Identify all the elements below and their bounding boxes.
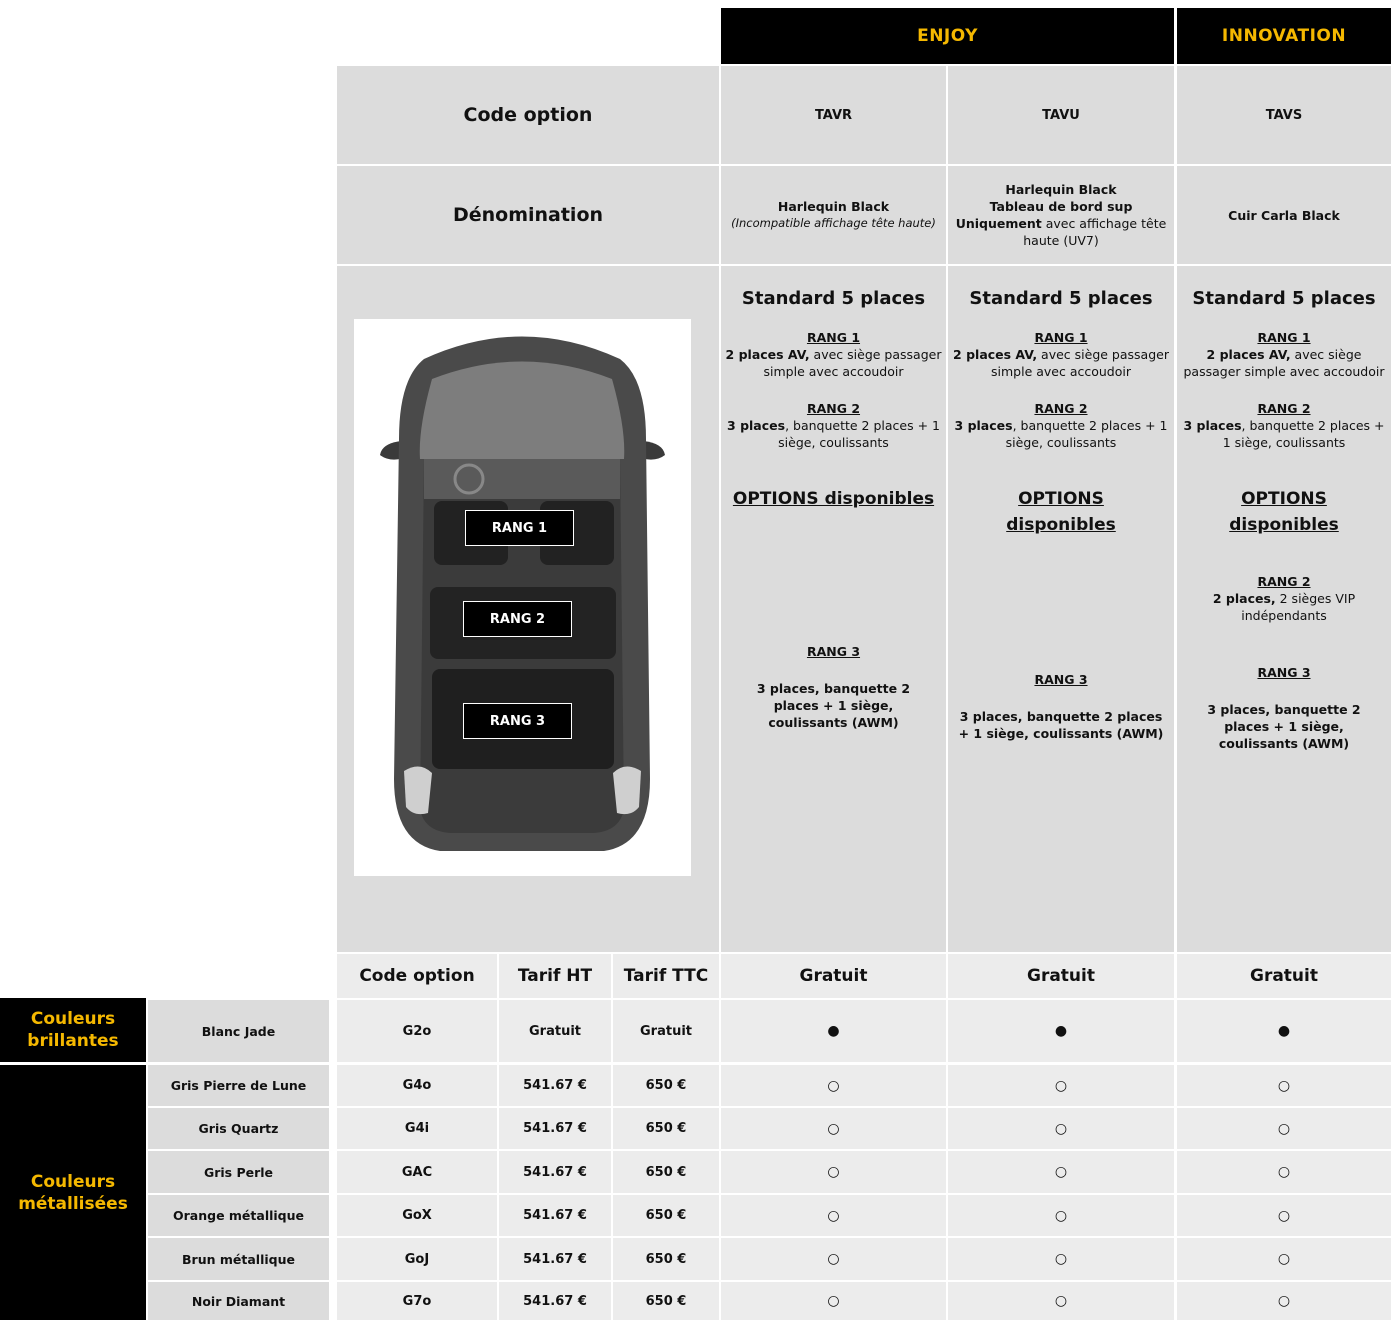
rang1-bold-tavu: 2 places AV, [953, 347, 1038, 362]
mark-cell-tavs [1177, 1108, 1391, 1149]
mark-cell-tavu [948, 1000, 1174, 1062]
rang3-title-tavs: RANG 3 [1257, 665, 1311, 680]
color-code: G4i [404, 1121, 430, 1136]
standard-mark: ● [827, 1023, 840, 1039]
header-tarif-ttc [613, 954, 719, 998]
color-ht-cell [499, 1151, 611, 1193]
color-ht: Gratuit [529, 1023, 581, 1039]
color-code-cell [337, 1195, 497, 1236]
color-code-cell [337, 1238, 497, 1280]
rang2-text-tavs: , banquette 2 places + 1 siège, coulissants [1222, 418, 1385, 450]
color-code-cell [337, 1108, 497, 1149]
denomination-tavu-bold: Uniquement [955, 216, 1042, 231]
price-tavr: Gratuit [799, 966, 868, 986]
header-code-option-label: Code option [359, 966, 475, 986]
group-metallisees-label: Couleurs métallisées [18, 1171, 128, 1214]
color-code: G2o [402, 1023, 432, 1039]
color-name-cell [148, 1151, 329, 1193]
denomination-tavu-line3 [954, 215, 1168, 249]
color-code-cell [337, 1000, 497, 1062]
options-title-tavr: OPTIONS disponibles [732, 489, 935, 509]
color-ttc-cell [613, 1108, 719, 1149]
image-label-rang-2: RANG 2 [463, 601, 572, 637]
mark-cell-tavu [948, 1108, 1174, 1149]
color-ttc: 650 € [645, 1251, 687, 1267]
color-ttc: Gratuit [640, 1023, 692, 1039]
color-ttc-cell [613, 1000, 719, 1062]
mark-cell-tavr [721, 1000, 946, 1062]
rang2-bold-tavu: 3 places [954, 418, 1013, 433]
option-mark: ○ [1277, 1293, 1291, 1309]
standard-mark: ● [1277, 1023, 1291, 1039]
denomination-tavs-name: Cuir Carla Black [1228, 207, 1340, 223]
rang2-text-tavr: , banquette 2 places + 1 siège, coulissants [778, 418, 940, 450]
opt-rang2-title-tavs: RANG 2 [1257, 574, 1311, 589]
color-ttc: 650 € [645, 1293, 687, 1309]
color-name: Orange métallique [173, 1208, 304, 1223]
header-price-tavs [1177, 954, 1391, 998]
trim-header-enjoy [721, 8, 1174, 64]
option-mark: ○ [1277, 1120, 1291, 1137]
rang2-bold-tavs: 3 places [1183, 418, 1242, 433]
color-ht-cell [499, 1282, 611, 1320]
mark-cell-tavs [1177, 1000, 1391, 1062]
rang1-text-tavs: avec siège passager simple avec accoudoir [1183, 347, 1385, 379]
denomination-cell-tavu [948, 166, 1174, 264]
color-ht: 541.67 € [523, 1251, 587, 1267]
options-title-tavs-1: OPTIONS [1241, 489, 1327, 509]
header-tarif-ttc-label: Tarif TTC [623, 966, 709, 986]
color-code-cell [337, 1151, 497, 1193]
header-tarif-ht-label: Tarif HT [517, 966, 593, 986]
code-cell-tavs [1177, 66, 1391, 164]
option-mark: ○ [1054, 1207, 1068, 1224]
denomination-cell-tavr [721, 166, 946, 264]
color-ttc-cell [613, 1282, 719, 1320]
color-name-cell [148, 1238, 329, 1280]
color-name: Gris Quartz [198, 1121, 279, 1136]
rang1-title-tavu: RANG 1 [1034, 330, 1088, 345]
mark-cell-tavs [1177, 1282, 1391, 1320]
color-code-cell [337, 1065, 497, 1106]
color-name: Noir Diamant [191, 1293, 286, 1309]
color-ht-cell [499, 1108, 611, 1149]
code-tavs: TAVS [1265, 107, 1303, 123]
color-ttc: 650 € [645, 1078, 687, 1093]
option-mark: ○ [827, 1251, 840, 1267]
rang2-title-tavr: RANG 2 [806, 401, 861, 416]
mark-cell-tavs [1177, 1151, 1391, 1193]
denomination-tavu-text: avec affichage tête haute (UV7) [1023, 216, 1167, 248]
trim-name-innovation: INNOVATION [1221, 26, 1347, 46]
rang2-desc-tavu [948, 417, 1174, 451]
option-mark: ○ [1054, 1077, 1068, 1094]
option-mark: ○ [827, 1164, 840, 1180]
denomination-label-cell [337, 166, 719, 264]
color-name: Blanc Jade [201, 1023, 276, 1039]
group-brillantes [0, 998, 146, 1062]
code-cell-tavu [948, 66, 1174, 164]
option-mark: ○ [827, 1120, 840, 1137]
color-ht: 541.67 € [523, 1293, 587, 1309]
rang1-bold-tavs: 2 places AV, [1206, 347, 1291, 362]
color-name-cell [148, 1195, 329, 1236]
color-ttc-cell [613, 1195, 719, 1236]
rang1-text-tavu: avec siège passager simple avec accoudoir [991, 347, 1169, 379]
denomination-tavr-note: (Incompatible affichage tête haute) [731, 216, 936, 230]
code-option-label-cell [337, 66, 719, 164]
rang2-title-tavs: RANG 2 [1257, 401, 1311, 416]
mark-cell-tavr [721, 1065, 946, 1106]
rang3-desc-tavr: 3 places, banquette 2 places + 1 siège, coulissants (AWM) [756, 681, 911, 730]
color-name-cell [148, 1065, 329, 1106]
color-ht-cell [499, 1000, 611, 1062]
mark-cell-tavr [721, 1151, 946, 1193]
rang1-title-tavr: RANG 1 [806, 330, 861, 345]
trim-name-enjoy: ENJOY [917, 26, 978, 46]
layout-title-tavr: Standard 5 places [741, 288, 926, 309]
price-tavs: Gratuit [1250, 966, 1318, 986]
color-name-cell [148, 1108, 329, 1149]
price-tavu: Gratuit [1027, 966, 1095, 986]
color-ht-cell [499, 1238, 611, 1280]
vehicle-topview-svg [354, 319, 691, 876]
color-ttc: 650 € [645, 1208, 687, 1223]
option-mark: ○ [1054, 1251, 1068, 1267]
seating-image-cell [337, 266, 719, 952]
image-label-rang-3: RANG 3 [463, 703, 572, 739]
header-tarif-ht [499, 954, 611, 998]
color-ht-cell [499, 1065, 611, 1106]
rang2-desc-tavs [1177, 417, 1391, 451]
rang1-desc-tavu [948, 346, 1174, 380]
layout-title-tavu: Standard 5 places [969, 288, 1153, 309]
rang3-desc-tavu: 3 places, banquette 2 places + 1 siège, coulissants (AWM) [958, 709, 1164, 741]
mark-cell-tavu [948, 1065, 1174, 1106]
color-ttc-cell [613, 1151, 719, 1193]
color-ht-cell [499, 1195, 611, 1236]
rang2-desc-tavr [721, 417, 946, 451]
mark-cell-tavr [721, 1282, 946, 1320]
opt-rang2-desc-tavs [1177, 590, 1391, 624]
rang3-title-tavr: RANG 3 [806, 644, 861, 659]
color-code-cell [337, 1282, 497, 1320]
option-mark: ○ [1277, 1077, 1291, 1094]
option-mark: ○ [1277, 1251, 1291, 1267]
opt-rang2-bold-tavs: 2 places, [1212, 591, 1276, 606]
option-mark: ○ [827, 1207, 840, 1224]
rang2-title-tavu: RANG 2 [1034, 401, 1088, 416]
rang2-bold-tavr: 3 places [727, 418, 786, 433]
rang3-desc-tavs: 3 places, banquette 2 places + 1 siège, coulissants (AWM) [1207, 702, 1361, 751]
color-code: G7o [402, 1293, 432, 1309]
option-mark: ○ [1054, 1120, 1068, 1137]
color-name-cell [148, 1282, 329, 1320]
color-name: Brun métallique [182, 1251, 295, 1267]
options-title-tavs-2: disponibles [1229, 515, 1339, 535]
color-name: Gris Perle [203, 1164, 274, 1180]
mark-cell-tavr [721, 1195, 946, 1236]
header-code-option [337, 954, 497, 998]
option-mark: ○ [827, 1293, 840, 1309]
color-name-cell [148, 1000, 329, 1062]
mark-cell-tavs [1177, 1065, 1391, 1106]
rang1-bold-tavr: 2 places AV, [725, 347, 810, 362]
mark-cell-tavu [948, 1195, 1174, 1236]
option-mark: ○ [1054, 1164, 1068, 1180]
color-name: Gris Pierre de Lune [170, 1078, 307, 1093]
option-mark: ○ [827, 1077, 840, 1094]
mark-cell-tavr [721, 1238, 946, 1280]
layout-title-tavs: Standard 5 places [1192, 288, 1376, 309]
option-mark: ○ [1054, 1293, 1068, 1309]
color-ttc: 650 € [645, 1164, 687, 1180]
vehicle-topview-image [354, 319, 691, 876]
denomination-cell-tavs [1177, 166, 1391, 264]
color-code: G4o [402, 1078, 432, 1093]
code-tavu: TAVU [1042, 107, 1080, 123]
mark-cell-tavu [948, 1238, 1174, 1280]
color-ht: 541.67 € [523, 1078, 587, 1093]
color-ht: 541.67 € [523, 1121, 587, 1136]
opt-rang2-text-tavs: 2 sièges VIP indépendants [1241, 591, 1356, 623]
denomination-tavu-line1: Harlequin Black [1005, 182, 1117, 197]
rang1-desc-tavr [721, 346, 946, 380]
mark-cell-tavu [948, 1282, 1174, 1320]
color-ttc: 650 € [645, 1121, 687, 1136]
color-code: GoJ [404, 1251, 430, 1267]
rang1-text-tavr: avec siège passager simple avec accoudoir [763, 347, 942, 379]
mark-cell-tavs [1177, 1195, 1391, 1236]
code-option-label: Code option [463, 104, 593, 126]
trim-header-innovation [1177, 8, 1391, 64]
mark-cell-tavr [721, 1108, 946, 1149]
seating-cell-tavu [948, 266, 1174, 952]
color-ht: 541.67 € [523, 1208, 587, 1223]
image-label-rang-1: RANG 1 [465, 510, 574, 546]
denomination-tavr-name: Harlequin Black [777, 199, 890, 214]
group-brillantes-label: Couleurs brillantes [27, 1009, 119, 1051]
color-ttc-cell [613, 1238, 719, 1280]
option-mark: ○ [1277, 1164, 1291, 1180]
rang1-title-tavs: RANG 1 [1257, 330, 1311, 345]
options-title-tavu-1: OPTIONS [1018, 489, 1104, 509]
color-code: GAC [401, 1164, 433, 1180]
seating-cell-tavr [721, 266, 946, 952]
rang1-desc-tavs [1177, 346, 1391, 380]
group-metallisees [0, 1065, 146, 1320]
header-price-tavu [948, 954, 1174, 998]
standard-mark: ● [1054, 1023, 1068, 1039]
color-ht: 541.67 € [523, 1164, 587, 1180]
denomination-tavu-line2: Tableau de bord sup [989, 199, 1133, 214]
options-title-tavu-2: disponibles [1006, 515, 1116, 535]
rang2-text-tavu: , banquette 2 places + 1 siège, coulissants [1005, 418, 1168, 450]
header-price-tavr [721, 954, 946, 998]
rang3-title-tavu: RANG 3 [1034, 672, 1088, 687]
code-tavr: TAVR [814, 107, 853, 123]
color-ttc-cell [613, 1065, 719, 1106]
mark-cell-tavu [948, 1151, 1174, 1193]
seating-cell-tavs [1177, 266, 1391, 952]
color-code: GoX [402, 1208, 432, 1223]
code-cell-tavr [721, 66, 946, 164]
option-mark: ○ [1277, 1207, 1291, 1224]
denomination-label: Dénomination [452, 204, 604, 226]
mark-cell-tavs [1177, 1238, 1391, 1280]
